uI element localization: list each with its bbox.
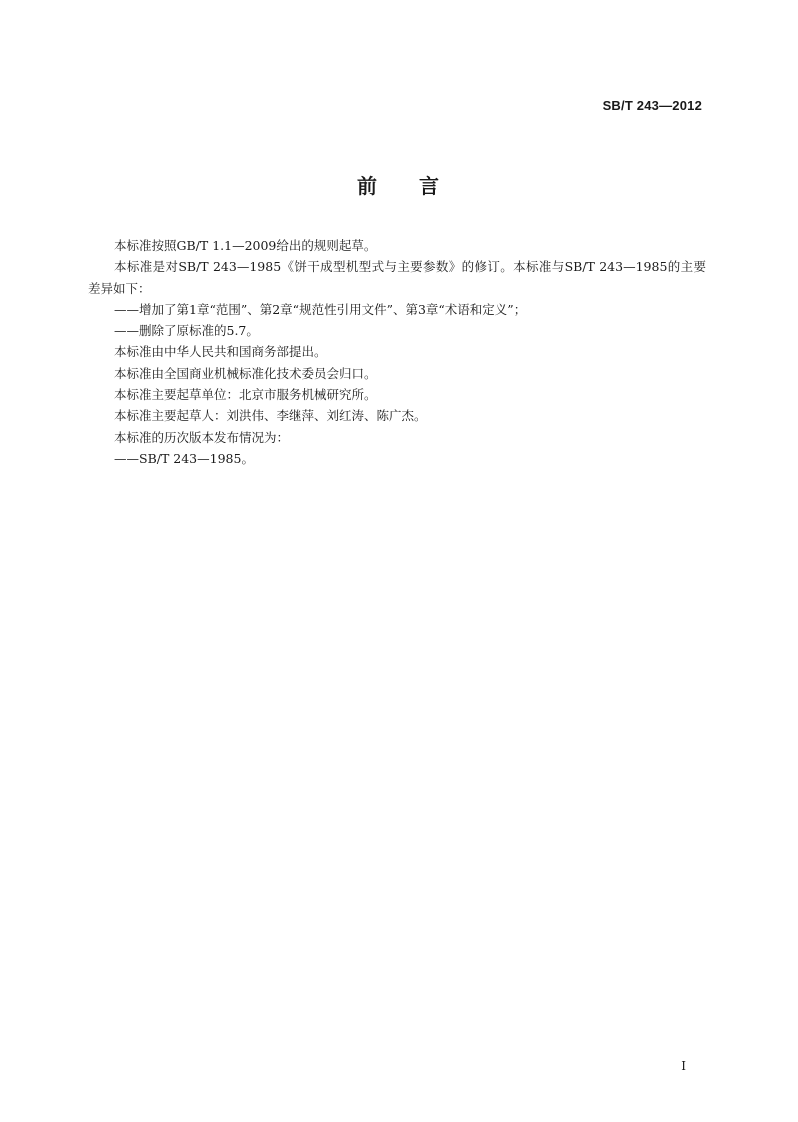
- title-char-1: 前: [357, 174, 379, 198]
- page-title: [0, 170, 798, 199]
- standard-code: SB/T 243—2012: [602, 98, 702, 113]
- paragraph-drafting-organization: 本标准主要起草单位：北京市服务机械研究所。: [114, 387, 377, 403]
- list-item-previous-version: ——SB/T 243—1985。: [114, 450, 254, 466]
- paragraph-drafters: 本标准主要起草人：刘洪伟、李继萍、刘红涛、陈广杰。: [114, 408, 427, 424]
- title-char-2: 言: [419, 174, 441, 198]
- paragraph-technical-committee: 本标准由全国商业机械标准化技术委员会归口。: [114, 365, 377, 381]
- paragraph-version-history: 本标准的历次版本发布情况为：: [114, 429, 290, 445]
- list-item-deleted-clause: ——删除了原标准的5.7。: [114, 323, 259, 339]
- paragraph-drafting-rules: 本标准按照GB/T 1.1—2009给出的规则起草。: [114, 238, 377, 253]
- paragraph-revision-note: 本标准是对SB/T 243—1985《饼干成型机型式与主要参数》的修订。本标准与SB/T 243—1985的主要差异如下：: [88, 259, 706, 296]
- foreword-body: [88, 235, 706, 469]
- paragraph-proposer: 本标准由中华人民共和国商务部提出。: [114, 344, 327, 360]
- list-item-added-chapters: ——增加了第1章“范围”、第2章“规范性引用文件”、第3章“术语和定义”；: [114, 301, 527, 317]
- page-number: I: [681, 1059, 686, 1073]
